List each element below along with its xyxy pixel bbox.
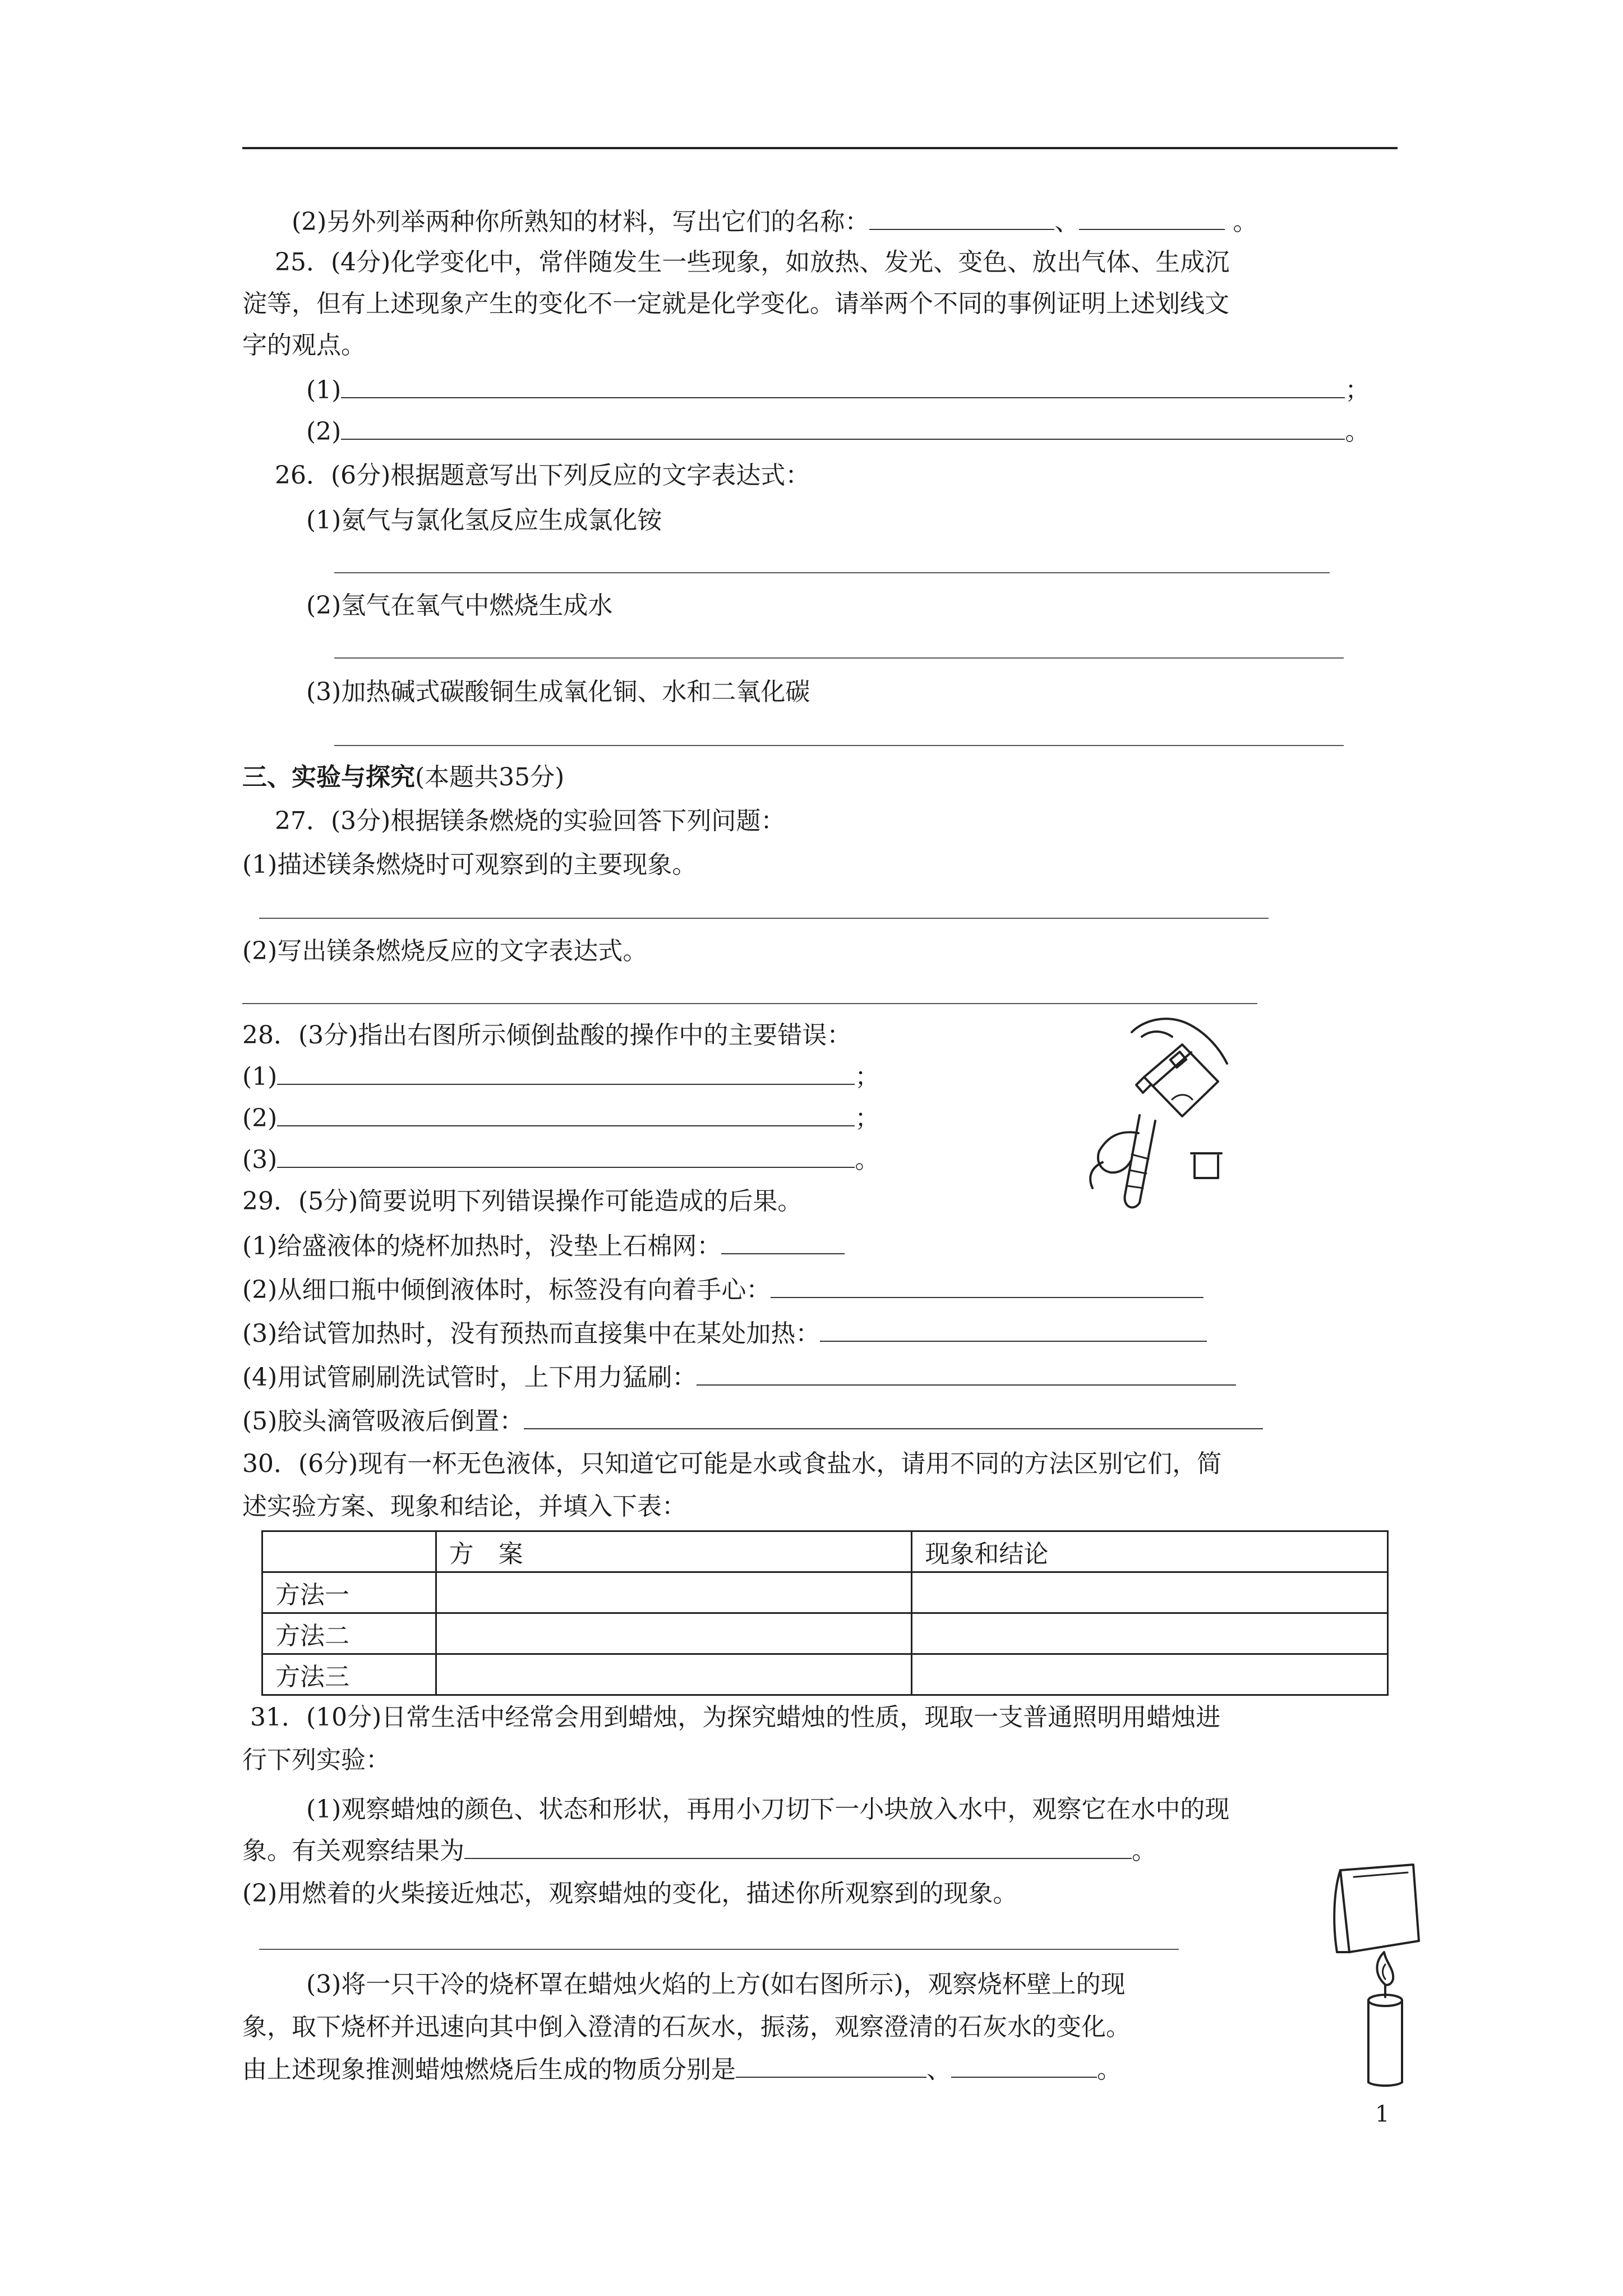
q26-item3: (3)加热碱式碳酸铜生成氧化铜、水和二氧化碳 <box>306 678 810 706</box>
candle-beaker-figure <box>1324 1857 1436 2092</box>
table-row-label: 方法三 <box>262 1654 436 1695</box>
q31-blank-product-1[interactable] <box>736 2054 926 2078</box>
q26-answer-line-1[interactable] <box>334 572 1330 573</box>
q24-blank-2[interactable] <box>1079 206 1225 230</box>
q29-blank-1[interactable] <box>721 1231 845 1254</box>
q27-title: 27．(3分)根据镁条燃烧的实验回答下列问题： <box>275 807 786 835</box>
table-cell-plan[interactable] <box>436 1613 912 1654</box>
q28-blank-2[interactable] <box>277 1103 855 1126</box>
q31-blank-observation[interactable] <box>464 1835 1132 1859</box>
q31-line1: 31．(10分)日常生活中经常会用到蜡烛，为探究蜡烛的性质，现取一支普通照明用蜡烛进 <box>250 1703 1221 1732</box>
q26-answer-line-3[interactable] <box>334 745 1344 746</box>
q27-item1: (1)描述镁条燃烧时可观察到的主要现象。 <box>242 850 697 879</box>
q31-part3-line2: 象，取下烧杯并迅速向其中倒入澄清的石灰水，振荡，观察澄清的石灰水的变化。 <box>242 2013 1131 2041</box>
q26-item2: (2)氢气在氧气中燃烧生成水 <box>306 591 613 620</box>
q26-answer-line-2[interactable] <box>334 657 1344 659</box>
q29-title: 29．(5分)简要说明下列错误操作可能造成的后果。 <box>242 1187 803 1216</box>
q29-item4: (4)用试管刷刷洗试管时，上下用力猛刷： <box>242 1361 1236 1395</box>
q27-item2: (2)写出镁条燃烧反应的文字表达式。 <box>242 937 648 965</box>
table-header-cell: 现象和结论 <box>912 1531 1388 1572</box>
methods-table <box>261 1530 1389 1696</box>
q28-blank-1[interactable] <box>277 1061 855 1085</box>
q31-part1-line2: 象。有关观察结果为 。 <box>242 1837 1156 1865</box>
q31-answer-line-2[interactable] <box>259 1949 1179 1950</box>
q29-blank-5[interactable] <box>524 1406 1263 1429</box>
table-cell-plan[interactable] <box>436 1572 912 1613</box>
page-number: 1 <box>1375 2101 1390 2127</box>
pouring-hydrochloric-acid-figure <box>1088 1010 1245 1245</box>
table-header-row <box>262 1531 1388 1572</box>
table-header-cell <box>262 1531 436 1572</box>
table-row-label: 方法二 <box>262 1613 436 1654</box>
q24-blank-1[interactable] <box>869 206 1054 230</box>
q28-answer2: (2) ； <box>242 1104 880 1133</box>
table-header-cell: 方 案 <box>436 1531 912 1572</box>
q30-line1: 30．(6分)现有一杯无色液体，只知道它可能是水或食盐水，请用不同的方法区别它们，简 <box>242 1450 1222 1478</box>
q24-line2: (2)另外列举两种你所熟知的材料，写出它们的名称： 、 。 <box>292 208 1258 236</box>
q31-part1-line1: (1)观察蜡烛的颜色、状态和形状，再用小刀切下一小块放入水中，观察它在水中的现 <box>306 1795 1230 1824</box>
q25-blank-1[interactable] <box>341 375 1345 398</box>
q28-answer1: (1) ； <box>242 1062 880 1091</box>
table-row <box>262 1654 1388 1695</box>
q29-item5: (5)胶头滴管吸液后倒置： <box>242 1405 1263 1438</box>
q28-answer3: (3) 。 <box>242 1145 880 1174</box>
q29-blank-2[interactable] <box>771 1274 1204 1298</box>
q27-answer-line-2[interactable] <box>242 1003 1257 1004</box>
q29-blank-4[interactable] <box>697 1362 1236 1386</box>
q28-blank-3[interactable] <box>277 1144 855 1168</box>
q31-part2: (2)用燃着的火柴接近烛芯，观察蜡烛的变化，描述你所观察到的现象。 <box>242 1879 1018 1908</box>
q25-line2: 淀等，但有上述现象产生的变化不一定就是化学变化。请举两个不同的事例证明上述划线文 <box>242 289 1229 318</box>
q29-item1: (1)给盛液体的烧杯加热时，没垫上石棉网： <box>242 1230 845 1263</box>
table-row <box>262 1613 1388 1654</box>
table-row-label: 方法一 <box>262 1572 436 1613</box>
q29-blank-3[interactable] <box>820 1318 1207 1342</box>
q26-title: 26．(6分)根据题意写出下列反应的文字表达式： <box>275 461 810 490</box>
table-row <box>262 1572 1388 1613</box>
q27-answer-line-1[interactable] <box>259 918 1269 919</box>
q25-line1: 25．(4分)化学变化中，常伴随发生一些现象，如放热、发光、变色、放出气体、生成沉 <box>275 248 1230 277</box>
q26-item1: (1)氨气与氯化氢反应生成氯化铵 <box>306 506 662 535</box>
q31-line2: 行下列实验： <box>242 1746 390 1774</box>
q31-part3-line3: 由上述现象推测蜡烛燃烧后生成的物质分别是 、 。 <box>242 2055 1122 2084</box>
q29-item2: (2)从细口瓶中倾倒液体时，标签没有向着手心： <box>242 1273 1204 1307</box>
table-cell-result[interactable] <box>912 1572 1388 1613</box>
q25-blank-2[interactable] <box>341 416 1345 440</box>
table-cell-result[interactable] <box>912 1613 1388 1654</box>
header-rule <box>242 147 1398 149</box>
q31-blank-product-2[interactable] <box>951 2054 1097 2078</box>
section3-heading: 三、实验与探究(本题共35分) <box>242 763 565 792</box>
table-cell-plan[interactable] <box>436 1654 912 1695</box>
q31-part3-line1: (3)将一只干冷的烧杯罩在蜡烛火焰的上方(如右图所示)，观察烧杯壁上的现 <box>306 1970 1126 1999</box>
q29-item3: (3)给试管加热时，没有预热而直接集中在某处加热： <box>242 1317 1207 1351</box>
table-cell-result[interactable] <box>912 1654 1388 1695</box>
q30-line2: 述实验方案、现象和结论，并填入下表： <box>242 1492 686 1521</box>
q25-answer2: (2) 。 <box>306 417 1370 446</box>
q25-answer1: (1) ； <box>306 376 1370 404</box>
q25-line3: 字的观点。 <box>242 331 366 360</box>
q28-title: 28．(3分)指出右图所示倾倒盐酸的操作中的主要错误： <box>242 1021 852 1050</box>
